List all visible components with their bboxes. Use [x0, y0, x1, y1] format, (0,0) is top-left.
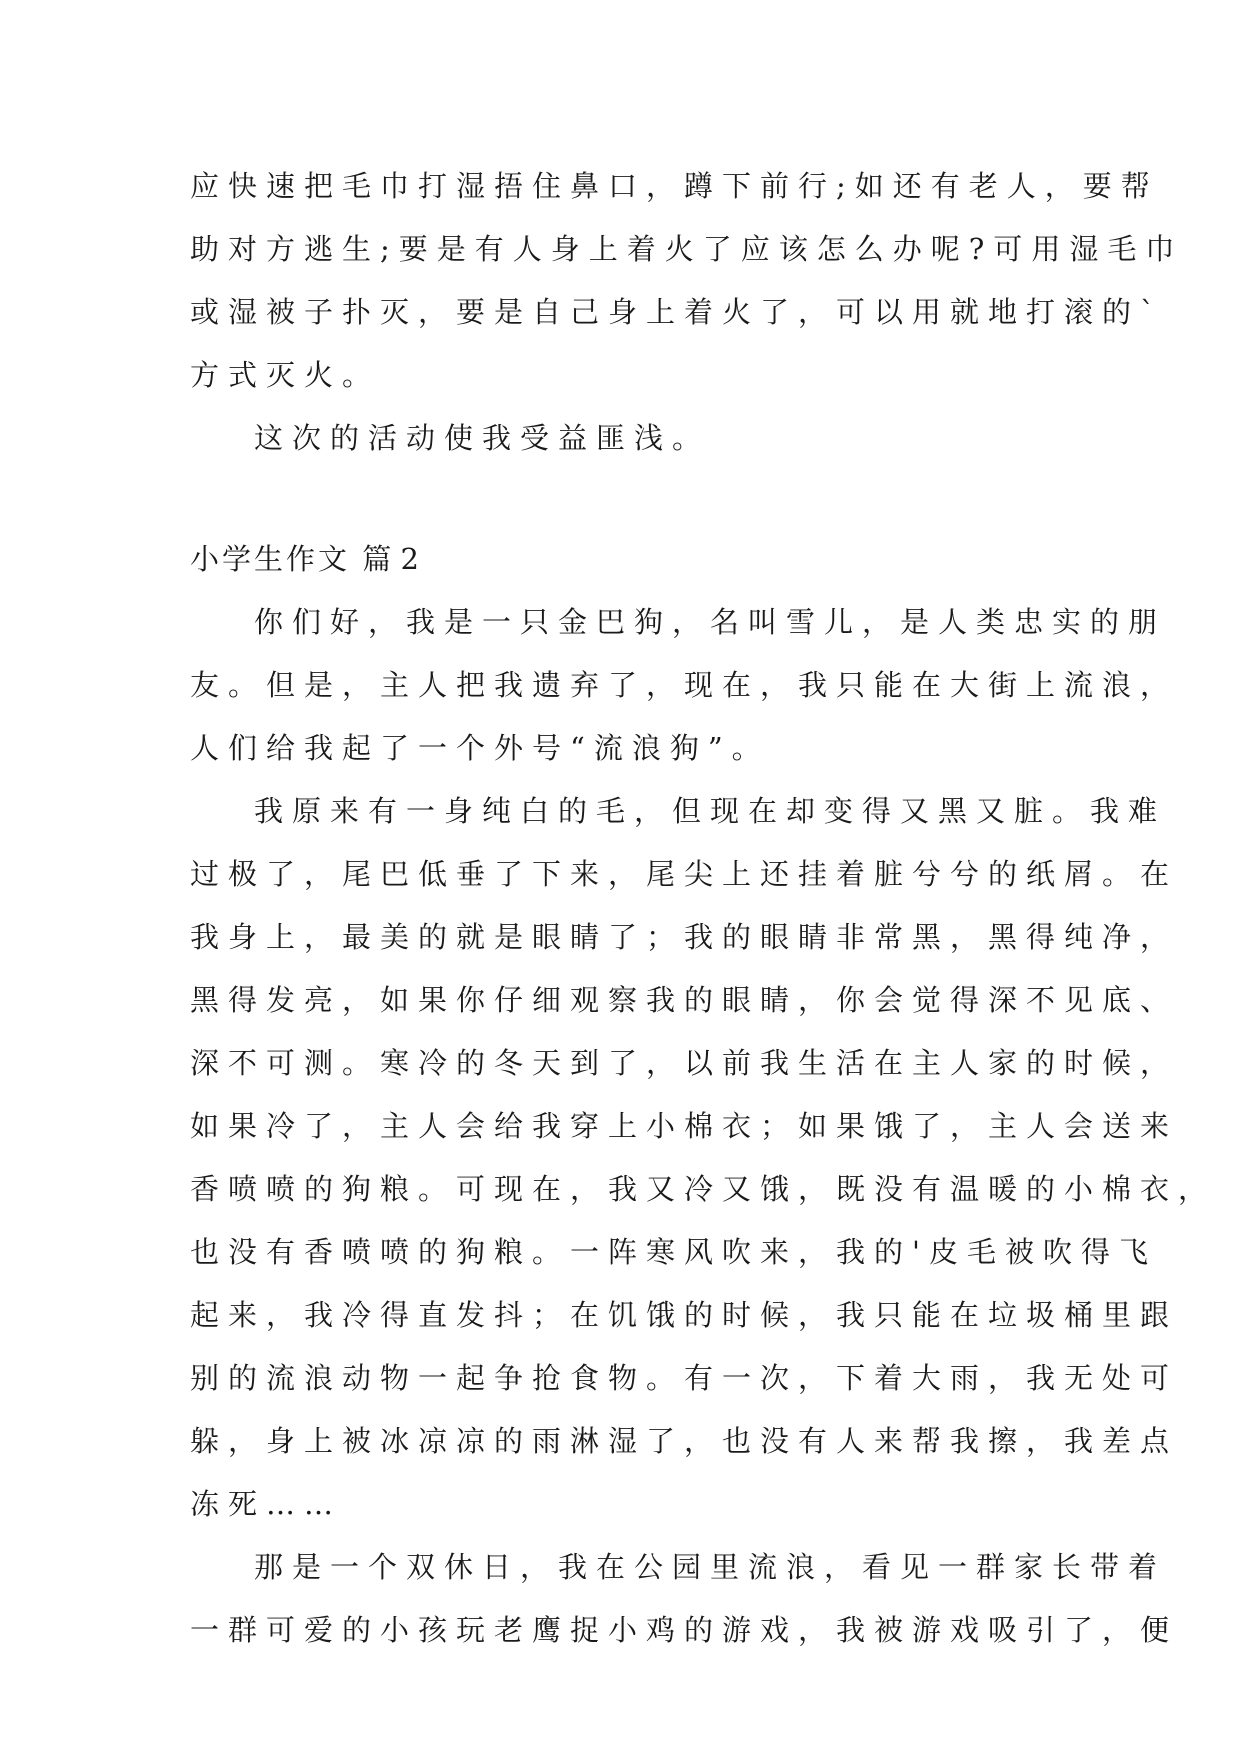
- text-line: 人们给我起了一个外号“流浪狗”。: [190, 731, 770, 765]
- text-line: 那是一个双休日，我在公园里流浪，看见一群家长带着: [254, 1550, 1167, 1584]
- text-line: 香喷喷的狗粮。可现在，我又冷又饿，既没有温暖的小棉衣，: [190, 1172, 1217, 1206]
- text-line: 躲，身上被冰凉凉的雨淋湿了，也没有人来帮我擦，我差点: [190, 1424, 1179, 1458]
- paragraph: [190, 591, 1179, 780]
- section-number: 篇 2: [362, 542, 419, 576]
- text-line: 应快速把毛巾打湿捂住鼻口，蹲下前行;如还有老人，要帮: [190, 169, 1159, 203]
- text-line: 过极了，尾巴低垂了下来，尾尖上还挂着脏兮兮的纸屑。在: [190, 857, 1179, 891]
- text-line: 如果冷了，主人会给我穿上小棉衣；如果饿了，主人会送来: [190, 1109, 1179, 1143]
- section-title: 小学生作文: [190, 542, 351, 576]
- text-line: 我身上，最美的就是眼睛了；我的眼睛非常黑，黑得纯净，: [190, 920, 1179, 954]
- section-heading: [190, 528, 1052, 591]
- text-line: 或湿被子扑灭，要是自己身上着火了，可以用就地打滚的`: [190, 295, 1164, 329]
- text-line: 一群可爱的小孩玩老鹰捉小鸡的游戏，我被游戏吸引了，便: [190, 1613, 1179, 1647]
- text-line: 黑得发亮，如果你仔细观察我的眼睛，你会觉得深不见底、: [190, 983, 1179, 1017]
- text-line: 友。但是，主人把我遗弃了，现在，我只能在大街上流浪，: [190, 668, 1179, 702]
- paragraph: [190, 407, 1052, 470]
- text-line: 我原来有一身纯白的毛，但现在却变得又黑又脏。我难: [254, 794, 1167, 828]
- text-line: 也没有香喷喷的狗粮。一阵寒风吹来，我的'皮毛被吹得飞: [190, 1235, 1157, 1269]
- text-line: 别的流浪动物一起争抢食物。有一次，下着大雨，我无处可: [190, 1361, 1179, 1395]
- text-line: 深不可测。寒冷的冬天到了，以前我生活在主人家的时候，: [190, 1046, 1179, 1080]
- paragraph: [190, 1536, 1179, 1662]
- section-gap: [190, 470, 1052, 528]
- text-line: 你们好，我是一只金巴狗，名叫雪儿，是人类忠实的朋: [254, 605, 1167, 639]
- text-line: 助对方逃生;要是有人身上着火了应该怎么办呢?可用湿毛巾: [190, 232, 1184, 266]
- paragraph: [190, 780, 1217, 1536]
- text-line: 方式灭火。: [190, 358, 381, 392]
- text-line: 这次的活动使我受益匪浅。: [254, 421, 711, 455]
- paragraph: [190, 155, 1184, 407]
- text-line: 冻死……: [190, 1487, 343, 1521]
- text-line: 起来，我冷得直发抖；在饥饿的时候，我只能在垃圾桶里跟: [190, 1298, 1179, 1332]
- document-page: [190, 155, 1217, 1662]
